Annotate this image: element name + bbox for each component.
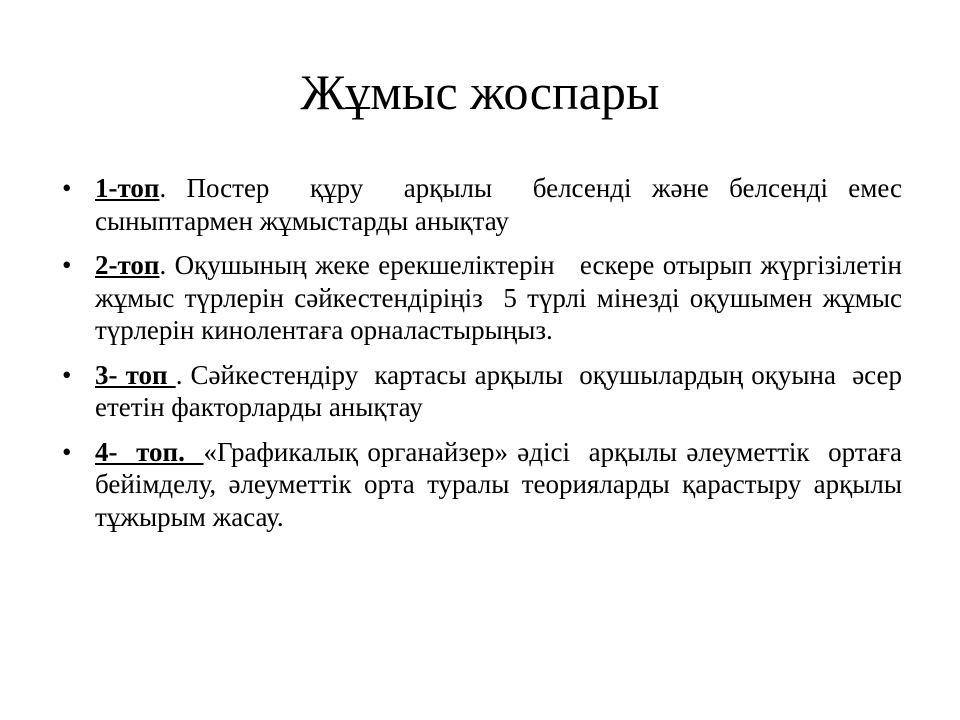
group-label: 4- топ. — [95, 436, 204, 467]
group-label: 2-топ — [95, 250, 160, 280]
slide-title: Жұмыс жоспары — [300, 64, 660, 120]
work-plan-list — [62, 172, 909, 545]
group-description: . Постер құру арқылы белсенді және белсенді емес сыныптармен жұмыстарды анықтау — [95, 173, 909, 236]
bullet-icon: • — [62, 436, 72, 467]
group-description: . Сәйкестендіру картасы арқылы оқушылардың оқуына әсер ететін факторларды анықтау — [95, 359, 909, 422]
list-item-group-1 — [62, 172, 909, 237]
group-label: 1-топ — [95, 173, 160, 203]
list-item-group-3 — [62, 359, 909, 424]
bullet-icon: • — [62, 359, 72, 390]
list-item-group-4 — [62, 436, 909, 534]
bullet-icon: • — [62, 250, 72, 280]
list-item-group-2 — [62, 249, 909, 347]
group-description: . Оқушының жеке ерекшеліктерін ескере отырып жүргізілетін жұмыс түрлерін сәйкестендіріңіз 5 түрлі мінезді оқушымен жұмыс түрлерін кинолентаға орналастырыңыз. — [95, 250, 909, 345]
bullet-icon: • — [62, 173, 72, 203]
group-label: 3- топ — [95, 359, 176, 390]
group-description: «Графикалық органайзер» әдісі арқылы әлеуметтік ортаға бейімделу, әлеуметтік орта туралы теорияларды қарастыру арқылы тұжырым жасау. — [95, 436, 909, 532]
